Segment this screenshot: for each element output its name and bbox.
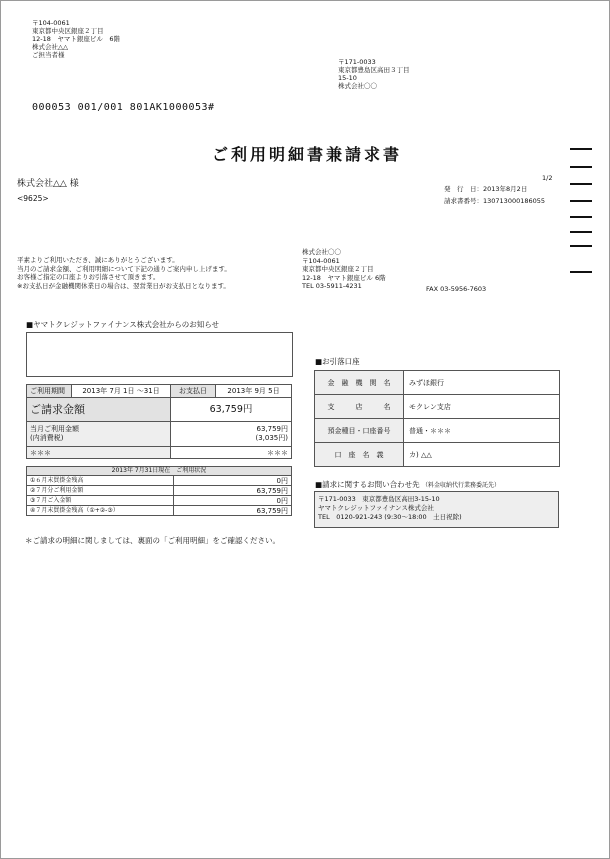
- issuer-fax: FAX 03-5956-7603: [426, 285, 487, 293]
- status-value: 0円: [174, 476, 292, 486]
- document-title: ご利用明細書兼請求書: [212, 145, 403, 164]
- greeting-text: [17, 256, 231, 290]
- monthly-usage-value-cell: [171, 422, 292, 447]
- status-label: ②７月分ご利用金額: [27, 486, 174, 496]
- table-row: [27, 496, 292, 506]
- notice-heading: ■ヤマトクレジットファイナンス株式会社からのお知らせ: [26, 320, 220, 329]
- recipient-postal: 〒171-0033: [338, 58, 376, 66]
- usage-status-table: [26, 466, 292, 516]
- table-row: [315, 395, 560, 419]
- recipient-address1: 東京都豊島区高田３丁目: [338, 66, 410, 74]
- greeting-line: 当月のご請求金額、ご利用明細について下記の通りご案内申し上げます。: [17, 264, 231, 273]
- period-label: ご利用期間: [27, 385, 72, 398]
- edge-mark: [570, 183, 592, 185]
- customer-code: <9625>: [17, 194, 49, 203]
- issuer-tel: TEL 03-5911-4231: [302, 282, 362, 290]
- issue-date-row: [444, 185, 527, 193]
- period-value: 2013年 7月 1日 ～31日: [72, 385, 171, 398]
- bank-value: みずほ銀行: [404, 371, 560, 395]
- issuer-block: [302, 248, 386, 291]
- page-number: 1/2: [542, 174, 553, 182]
- issuer-company: 株式会社〇〇: [302, 248, 341, 256]
- sender-address2: 12-18 ヤマト銀座ビル 6階: [32, 35, 121, 43]
- status-label: ①６月末買掛金残高: [27, 476, 174, 486]
- table-row: [315, 443, 560, 467]
- inquiry-line: ヤマトクレジットファイナンス株式会社: [318, 504, 434, 512]
- tax-value: (3,035円): [255, 434, 288, 442]
- recipient-company: 株式会社〇〇: [338, 82, 377, 90]
- customer-name: 株式会社△△ 様: [17, 179, 79, 189]
- edge-mark: [570, 271, 592, 273]
- barcode-number: 000053 001/001 801AK1000053#: [32, 102, 215, 113]
- invoice-number-value: 130713000186055: [483, 197, 546, 205]
- issue-date-label: 発 行 日：: [444, 185, 483, 193]
- table-row: [27, 506, 292, 516]
- issuer-address1: 東京都中央区銀座２丁目: [302, 265, 374, 273]
- issuer-address2: 12-18 ヤマト銀座ビル 6階: [302, 273, 386, 282]
- inquiry-line: 〒171-0033 東京都豊島区高田3-15-10: [318, 495, 440, 503]
- recipient-block: [338, 58, 410, 90]
- table-row: [315, 371, 560, 395]
- table-row: [315, 419, 560, 443]
- issue-date-value: 2013年8月2日: [483, 185, 528, 193]
- edge-mark: [570, 245, 592, 247]
- sender-attention: ご担当者様: [32, 51, 65, 59]
- status-value: 63,759円: [174, 486, 292, 496]
- edge-mark: [570, 216, 592, 218]
- bank-heading: ■お引落口座: [315, 357, 360, 366]
- table-row: [27, 486, 292, 496]
- inquiry-subheading: （料金収納代行業務委託先）: [421, 482, 500, 489]
- inquiry-box: [314, 491, 559, 528]
- sender-block: [32, 19, 120, 59]
- payday-value: 2013年 9月 5日: [216, 385, 292, 398]
- greeting-line: ※お支払日が金融機関休業日の場合は、翌営業日がお支払日となります。: [17, 281, 230, 290]
- invoice-number-row: [444, 197, 545, 205]
- monthly-usage-label-cell: [27, 422, 171, 447]
- greeting-line: お客様ご指定の口座よりお引落させて頂きます。: [17, 273, 160, 281]
- inquiry-line: TEL 0120-921-243 (9:30～18:00 土日祝除): [318, 513, 462, 521]
- edge-mark: [570, 200, 592, 202]
- status-value: 0円: [174, 496, 292, 506]
- monthly-usage-value: 63,759円: [256, 425, 288, 433]
- edge-mark: [570, 148, 592, 150]
- issuer-postal: 〒104-0061: [302, 256, 340, 265]
- bank-value: モクレン支店: [404, 395, 560, 419]
- bank-label: 支 店 名: [315, 395, 404, 419]
- masked-value: ＊＊＊: [171, 447, 292, 459]
- status-label: ④７月末買掛金残高（①+②-③）: [27, 506, 174, 516]
- bank-value: カ) △△: [404, 443, 560, 467]
- payday-label: お支払日: [171, 385, 216, 398]
- invoice-number-label: 請求書番号：: [444, 197, 483, 205]
- status-value: 63,759円: [174, 506, 292, 516]
- edge-mark: [570, 166, 592, 168]
- masked-label: ＊＊＊: [27, 447, 171, 459]
- usage-status-heading: 2013年 7月31日現在 ご利用状況: [27, 467, 292, 476]
- bank-label: 口 座 名 義: [315, 443, 404, 467]
- summary-table: [26, 384, 292, 459]
- sender-postal: 〒104-0061: [32, 19, 70, 27]
- inquiry-heading-row: [315, 480, 500, 491]
- greeting-line: 平素よりご利用いただき、誠にありがとうございます。: [17, 256, 179, 264]
- bank-label: 預金種目・口座番号: [315, 419, 404, 443]
- footnote: ＊ご請求の明細に関しましては、裏面の「ご利用明細」をご確認ください。: [25, 536, 280, 545]
- table-row: [27, 476, 292, 486]
- bank-label: 金 融 機 関 名: [315, 371, 404, 395]
- status-label: ③７月ご入金額: [27, 496, 174, 506]
- tax-label: (内消費税): [30, 434, 64, 442]
- billing-amount-value: 63,759円: [171, 398, 292, 422]
- bank-value: 普通・＊＊＊: [404, 419, 560, 443]
- edge-mark: [570, 231, 592, 233]
- notice-box: [26, 332, 293, 377]
- sender-company: 株式会社△△: [32, 43, 68, 51]
- inquiry-heading: ■請求に関するお問い合わせ先: [315, 480, 420, 489]
- bank-table: [314, 370, 560, 467]
- recipient-address2: 15-10: [338, 74, 357, 82]
- sender-address1: 東京都中央区銀座２丁目: [32, 27, 104, 35]
- billing-amount-label: ご請求金額: [27, 398, 171, 422]
- monthly-usage-label: 当月ご利用金額: [30, 425, 79, 433]
